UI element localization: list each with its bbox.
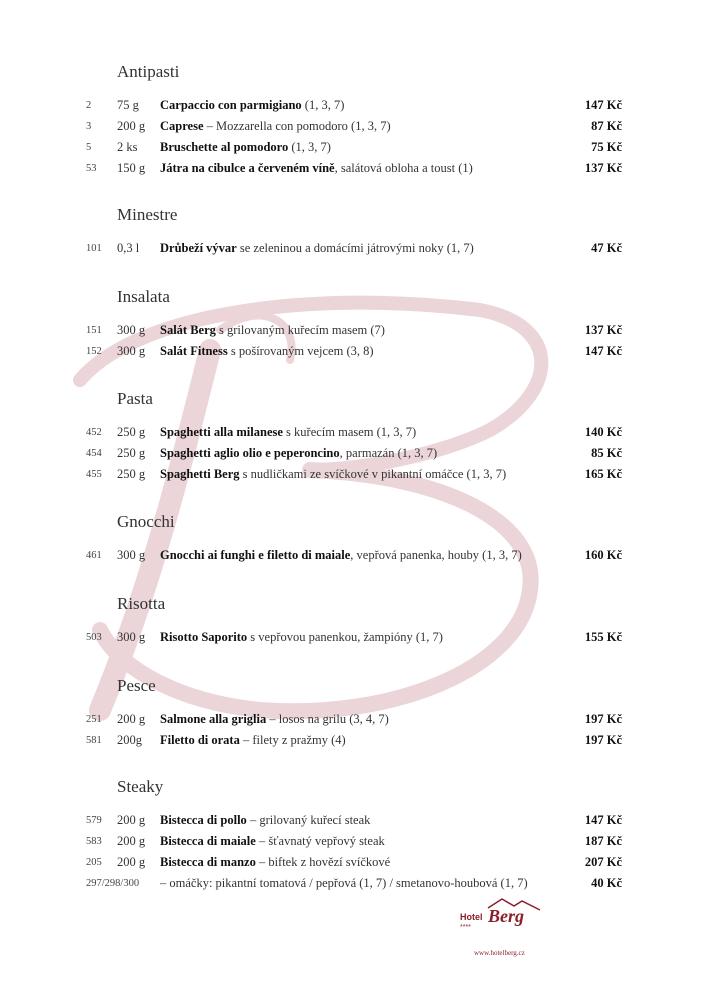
item-description: [160, 161, 473, 176]
item-details: (1, 3, 7): [288, 140, 331, 154]
item-price: 137 Kč: [584, 323, 622, 337]
menu-item: [0, 855, 706, 875]
item-details: , salátová obloha a toust (1): [334, 161, 473, 175]
item-name: Bruschette al pomodoro: [160, 140, 289, 154]
item-details: – losos na grilu (3, 4, 7): [266, 712, 389, 726]
menu-item: [0, 876, 706, 896]
item-description: [160, 119, 391, 134]
item-name: Gnocchi ai funghi e filetto di maiale: [160, 548, 351, 562]
logo-stars: ****: [460, 924, 471, 931]
menu-item: [0, 446, 706, 466]
item-quantity: 0,3 l: [117, 241, 140, 255]
item-price: 75 Kč: [591, 140, 622, 154]
item-description: [160, 712, 389, 727]
menu-item: [0, 425, 706, 445]
item-details: s pošírovaným vejcem (3, 8): [227, 344, 374, 358]
item-number: 53: [86, 163, 97, 174]
menu-item: [0, 140, 706, 160]
item-number: 297/298/300: [86, 878, 140, 889]
item-quantity: 300 g: [117, 630, 146, 644]
item-name: Filetto di orata: [160, 733, 240, 747]
item-description: [160, 140, 331, 155]
item-price: 155 Kč: [584, 630, 622, 644]
item-number: 152: [86, 346, 102, 357]
logo-berg-text: Berg: [488, 906, 524, 926]
section-title: Pesce: [117, 676, 156, 695]
item-description: [160, 733, 346, 748]
item-price: 197 Kč: [584, 712, 622, 726]
menu-item: [0, 548, 706, 568]
menu-item: [0, 119, 706, 139]
section-title: Antipasti: [117, 62, 180, 81]
item-description: [160, 425, 416, 440]
item-description: [160, 855, 390, 870]
item-details: – šťavnatý vepřový steak: [255, 834, 385, 848]
item-details: – Mozzarella con pomodoro (1, 3, 7): [203, 119, 391, 133]
hotel-berg-logo: [456, 896, 546, 936]
menu-item: [0, 344, 706, 364]
item-number: 503: [86, 632, 102, 643]
item-name: Risotto Saporito: [160, 630, 248, 644]
item-name: Salmone alla griglia: [160, 712, 267, 726]
item-price: 165 Kč: [584, 467, 622, 481]
section-title: Pasta: [117, 389, 153, 408]
menu-item: [0, 630, 706, 650]
website-url: www.hotelberg.cz: [474, 949, 525, 957]
item-price: 147 Kč: [584, 813, 622, 827]
item-details: s nudličkami ze svíčkové v pikantní omáčce (1, 3, 7): [239, 467, 507, 481]
section-title: Steaky: [117, 777, 164, 796]
item-name: Spaghetti aglio olio e peperoncino: [160, 446, 340, 460]
item-name: Salát Berg: [160, 323, 216, 337]
item-quantity: 200 g: [117, 119, 146, 133]
item-description: [160, 876, 528, 891]
item-price: 87 Kč: [591, 119, 622, 133]
menu-item: [0, 161, 706, 181]
item-number: 5: [86, 142, 92, 153]
item-price: 197 Kč: [584, 733, 622, 747]
menu-item: [0, 323, 706, 343]
item-details: s grilovaným kuřecím masem (7): [215, 323, 385, 337]
item-price: 140 Kč: [584, 425, 622, 439]
item-details: s kuřecím masem (1, 3, 7): [282, 425, 417, 439]
item-quantity: 200 g: [117, 813, 146, 827]
item-number: 101: [86, 243, 102, 254]
item-description: [160, 834, 385, 849]
item-number: 205: [86, 857, 102, 868]
item-description: [160, 98, 344, 113]
item-number: 452: [86, 427, 102, 438]
item-price: 85 Kč: [591, 446, 622, 460]
item-description: [160, 630, 443, 645]
item-price: 160 Kč: [584, 548, 622, 562]
item-quantity: 250 g: [117, 425, 146, 439]
item-details: , vepřová panenka, houby (1, 3, 7): [350, 548, 522, 562]
item-name: Bistecca di manzo: [160, 855, 256, 869]
item-price: 187 Kč: [584, 834, 622, 848]
section-title: Risotta: [117, 594, 166, 613]
item-number: 454: [86, 448, 102, 459]
menu-item: [0, 241, 706, 261]
item-description: [160, 344, 374, 359]
item-description: [160, 548, 522, 563]
item-number: 579: [86, 815, 102, 826]
item-price: 207 Kč: [584, 855, 622, 869]
item-number: 251: [86, 714, 102, 725]
item-quantity: 300 g: [117, 548, 146, 562]
item-number: 581: [86, 735, 102, 746]
item-name: Spaghetti Berg: [160, 467, 240, 481]
item-price: 47 Kč: [591, 241, 622, 255]
item-quantity: 300 g: [117, 323, 146, 337]
menu-item: [0, 467, 706, 487]
item-number: 461: [86, 550, 102, 561]
section-title: Minestre: [117, 205, 178, 224]
menu-item: [0, 98, 706, 118]
item-quantity: 250 g: [117, 446, 146, 460]
item-number: 583: [86, 836, 102, 847]
item-description: [160, 467, 506, 482]
item-description: [160, 241, 474, 256]
item-quantity: 75 g: [117, 98, 139, 112]
item-description: [160, 446, 437, 461]
item-name: Caprese: [160, 119, 204, 133]
item-number: 2: [86, 100, 92, 111]
item-price: 147 Kč: [584, 344, 622, 358]
item-quantity: 200 g: [117, 834, 146, 848]
item-number: 455: [86, 469, 102, 480]
item-name: Carpaccio con parmigiano: [160, 98, 302, 112]
item-price: 137 Kč: [584, 161, 622, 175]
item-quantity: 200 g: [117, 855, 146, 869]
item-description: [160, 813, 370, 828]
item-name: Bistecca di pollo: [160, 813, 247, 827]
menu-item: [0, 834, 706, 854]
item-name: Játra na cibulce a červeném víně: [160, 161, 335, 175]
menu-item: [0, 712, 706, 732]
logo-hotel-text: Hotel: [460, 912, 483, 922]
item-details: s vepřovou panenkou, žampióny (1, 7): [247, 630, 443, 644]
item-name: Drůbeží vývar: [160, 241, 237, 255]
item-name: Bistecca di maiale: [160, 834, 256, 848]
item-details: – filety z pražmy (4): [239, 733, 346, 747]
item-details: – biftek z hovězí svíčkové: [255, 855, 391, 869]
item-quantity: 300 g: [117, 344, 146, 358]
menu-item: [0, 733, 706, 753]
item-quantity: 200g: [117, 733, 142, 747]
item-details: se zeleninou a domácími játrovými noky (1, 7): [236, 241, 474, 255]
item-number: 151: [86, 325, 102, 336]
item-name: Spaghetti alla milanese: [160, 425, 283, 439]
item-name: Salát Fitness: [160, 344, 228, 358]
item-details: – grilovaný kuřecí steak: [246, 813, 371, 827]
menu-item: [0, 813, 706, 833]
item-quantity: 250 g: [117, 467, 146, 481]
item-price: 40 Kč: [591, 876, 622, 890]
item-quantity: 150 g: [117, 161, 146, 175]
item-details: (1, 3, 7): [301, 98, 345, 112]
item-number: 3: [86, 121, 92, 132]
section-title: Insalata: [117, 287, 170, 306]
item-quantity: 2 ks: [117, 140, 138, 154]
item-price: 147 Kč: [584, 98, 622, 112]
item-details: – omáčky: pikantní tomatová / pepřová (1, 7) / smetanovo-houbová (1, 7): [160, 876, 528, 890]
item-details: , parmazán (1, 3, 7): [339, 446, 438, 460]
item-description: [160, 323, 385, 338]
section-title: Gnocchi: [117, 512, 175, 531]
item-quantity: 200 g: [117, 712, 146, 726]
